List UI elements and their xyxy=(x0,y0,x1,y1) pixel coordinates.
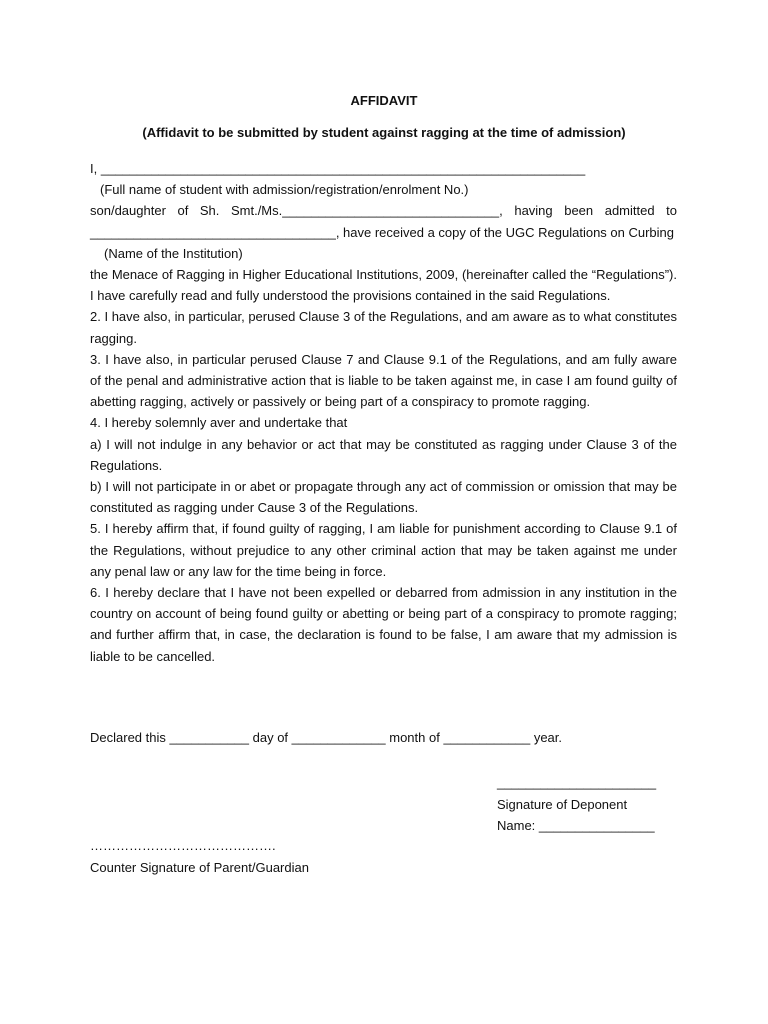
institution-caption: (Name of the Institution) xyxy=(104,245,243,261)
counter-signature-block xyxy=(90,835,309,878)
student-name-caption: (Full name of student with admission/registration/enrolment No.) xyxy=(100,182,469,198)
paragraph-1: the Menace of Ragging in Higher Educational Institutions, 2009, (hereinafter called the “Regulations”). I have carefully read and fully understood the provisions contained in the said Regulations. xyxy=(90,267,677,304)
affidavit-body xyxy=(90,158,677,667)
student-name-line: I, ___________________________________________________________________ xyxy=(90,161,586,176)
deponent-signature-block xyxy=(497,772,656,837)
paragraph-6: 6. I hereby declare that I have not been expelled or debarred from admission in any institution in the country on account of being found guilty or abetting or being part of a conspiracy to promote ragging; and further affirm that, in case, the declaration is found to be false, I am aware that my admission is liable to be cancelled. xyxy=(90,585,677,664)
declaration-date-line: Declared this ___________ day of _____________ month of ____________ year. xyxy=(90,730,562,745)
signature-label: Signature of Deponent xyxy=(497,796,628,812)
document-title: AFFIDAVIT xyxy=(350,93,418,108)
counter-signature-dots: ……………………………………. xyxy=(90,838,276,853)
paragraph-2: 2. I have also, in particular, perused Clause 3 of the Regulations, and am aware as to what constitutes ragging. xyxy=(90,309,677,346)
paragraph-4a: a) I will not indulge in any behavior or act that may be constituted as ragging under Clause 3 of the Regulations. xyxy=(90,436,677,473)
counter-signature-label: Counter Signature of Parent/Guardian xyxy=(90,859,309,875)
deponent-name-line: Name: ________________ xyxy=(497,818,655,833)
document-subtitle: (Affidavit to be submitted by student against ragging at the time of admission) xyxy=(142,125,626,140)
parent-name-line: son/daughter of Sh. Smt./Ms.______________________________, having been admitted to xyxy=(90,203,677,219)
paragraph-3: 3. I have also, in particular perused Clause 7 and Clause 9.1 of the Regulations, and am fully aware of the penal and administrative action that is liable to be taken against me, in case I am found guilty of abetting ragging, actively or passively or being part of a conspiracy to promote ragging. xyxy=(90,351,677,410)
institution-line: __________________________________, have received a copy of the UGC Regulations on Curbing xyxy=(90,224,675,240)
paragraph-4b: b) I will not participate in or abet or propagate through any act of commission or omission that may be constituted as ragging under Cause 3 of the Regulations. xyxy=(90,479,677,516)
signature-line: ______________________ xyxy=(497,775,657,790)
paragraph-5: 5. I hereby affirm that, if found guilty of ragging, I am liable for punishment according to Clause 9.1 of the Regulations, without prejudice to any other criminal action that may be taken against me under any penal law or any law for the time being in force. xyxy=(90,521,677,579)
paragraph-4: 4. I hereby solemnly aver and undertake that xyxy=(90,415,348,431)
